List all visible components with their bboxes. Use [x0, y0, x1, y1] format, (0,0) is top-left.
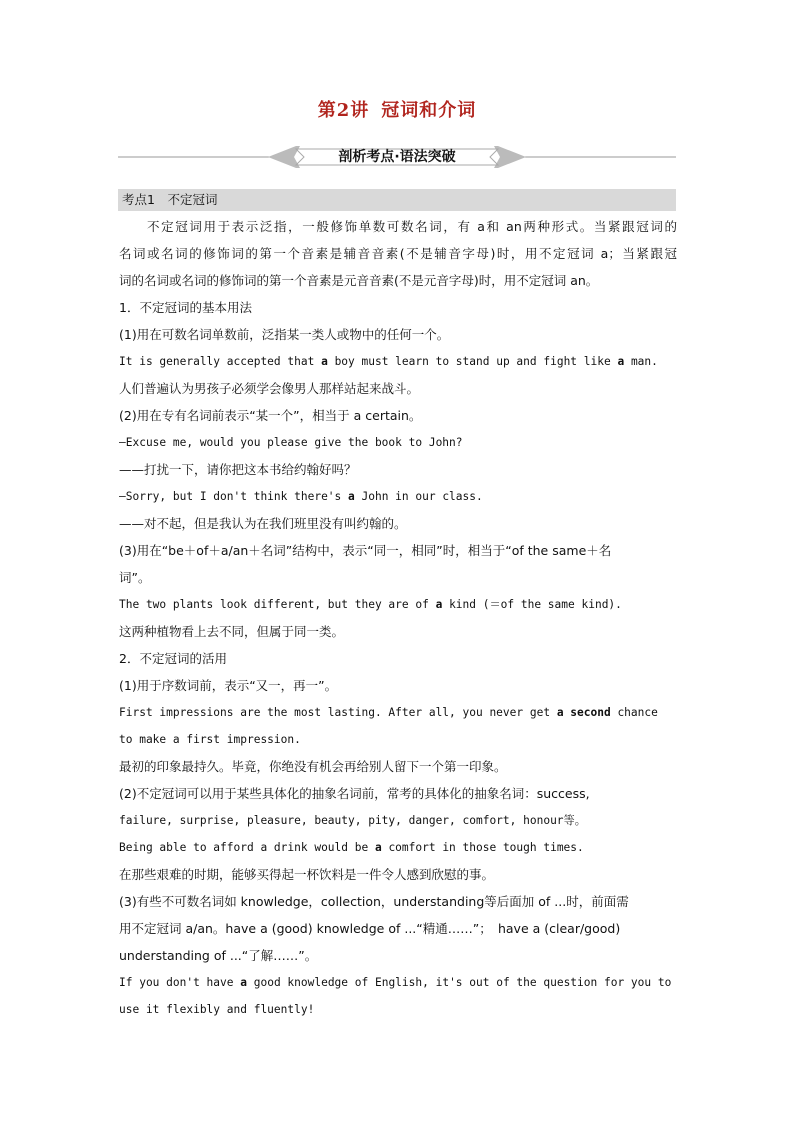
usage-3-title-cont: understanding of ...“了解……”。	[119, 948, 318, 963]
example-zh: 最初的印象最持久。毕竟，你绝没有机会再给别人留下一个第一印象。	[119, 759, 507, 774]
lesson-topic: 冠词和介词	[381, 100, 477, 121]
example-zh: 在那些艰难的时期，能够买得起一杯饮料是一件令人感到欣慰的事。	[119, 867, 495, 882]
example-en: —Excuse me, would you please give the book to John?	[119, 436, 463, 449]
example-zh: ——打扰一下，请你把这本书给约翰好吗？	[119, 462, 357, 477]
document-body	[119, 213, 677, 1023]
example-en: It is generally accepted that a boy must learn to stand up and fight like a man.	[119, 355, 658, 368]
intro-line: 词的名词或名词的修饰词的第一个音素是元音音素(不是元音字母)时，用不定冠词 an。	[119, 273, 599, 288]
section-header: 考点1 不定冠词	[118, 189, 676, 211]
rule-3-title: (3)用在“be＋of＋a/an＋名词”结构中，表示“同一，相同”时，相当于“of the same＋名	[119, 543, 612, 558]
example-en: First impressions are the most lasting. After all, you never get a second chance	[119, 706, 658, 719]
intro-line: 名词或名词的修饰词的第一个音素是辅音音素(不是辅音字母)时，用不定冠词 a；当紧跟冠	[119, 246, 677, 261]
example-en: use it flexibly and fluently!	[119, 1003, 315, 1016]
example-en: to make a first impression.	[119, 733, 301, 746]
usage-3-title-cont: 用不定冠词 a/an。have a (good) knowledge of ...“精通……”； have a (clear/good)	[119, 921, 621, 936]
rule-2-title: (2)用在专有名词前表示“某一个”，相当于 a certain。	[119, 408, 422, 423]
example-zh: 这两种植物看上去不同，但属于同一类。	[119, 624, 345, 639]
heading-basic-usage: 1．不定冠词的基本用法	[119, 300, 252, 315]
usage-1-title: (1)用于序数词前，表示“又一，再一”。	[119, 678, 338, 693]
example-en: Being able to afford a drink would be a comfort in those tough times.	[119, 841, 584, 854]
example-zh: ——对不起，但是我认为在我们班里没有叫约翰的。	[119, 516, 407, 531]
example-en: The two plants look different, but they are of a kind (＝of the same kind).	[119, 598, 622, 611]
heading-flexible-usage: 2．不定冠词的活用	[119, 651, 227, 666]
section-banner	[118, 141, 676, 173]
lesson-title	[0, 96, 794, 122]
example-en: If you don't have a good knowledge of English, it's out of the question for you to	[119, 976, 672, 989]
abstract-nouns-list: failure, surprise, pleasure, beauty, pity, danger, comfort, honour等。	[119, 814, 586, 827]
rule-1-title: (1)用在可数名词单数前，泛指某一类人或物中的任何一个。	[119, 327, 450, 342]
rule-3-title-cont: 词”。	[119, 570, 151, 585]
banner-text: 剖析考点·语法突破	[338, 149, 456, 165]
usage-3-title: (3)有些不可数名词如 knowledge，collection，understanding等后面加 of ...时，前面需	[119, 894, 629, 909]
example-zh: 人们普遍认为男孩子必须学会像男人那样站起来战斗。	[119, 381, 420, 396]
intro-line: 不定冠词用于表示泛指，一般修饰单数可数名词，有 a和 an两种形式。当紧跟冠词的	[147, 219, 677, 234]
lesson-number: 第2讲	[317, 100, 370, 121]
example-en: —Sorry, but I don't think there's a John in our class.	[119, 490, 483, 503]
usage-2-title: (2)不定冠词可以用于某些具体化的抽象名词前，常考的具体化的抽象名词：success,	[119, 786, 590, 801]
